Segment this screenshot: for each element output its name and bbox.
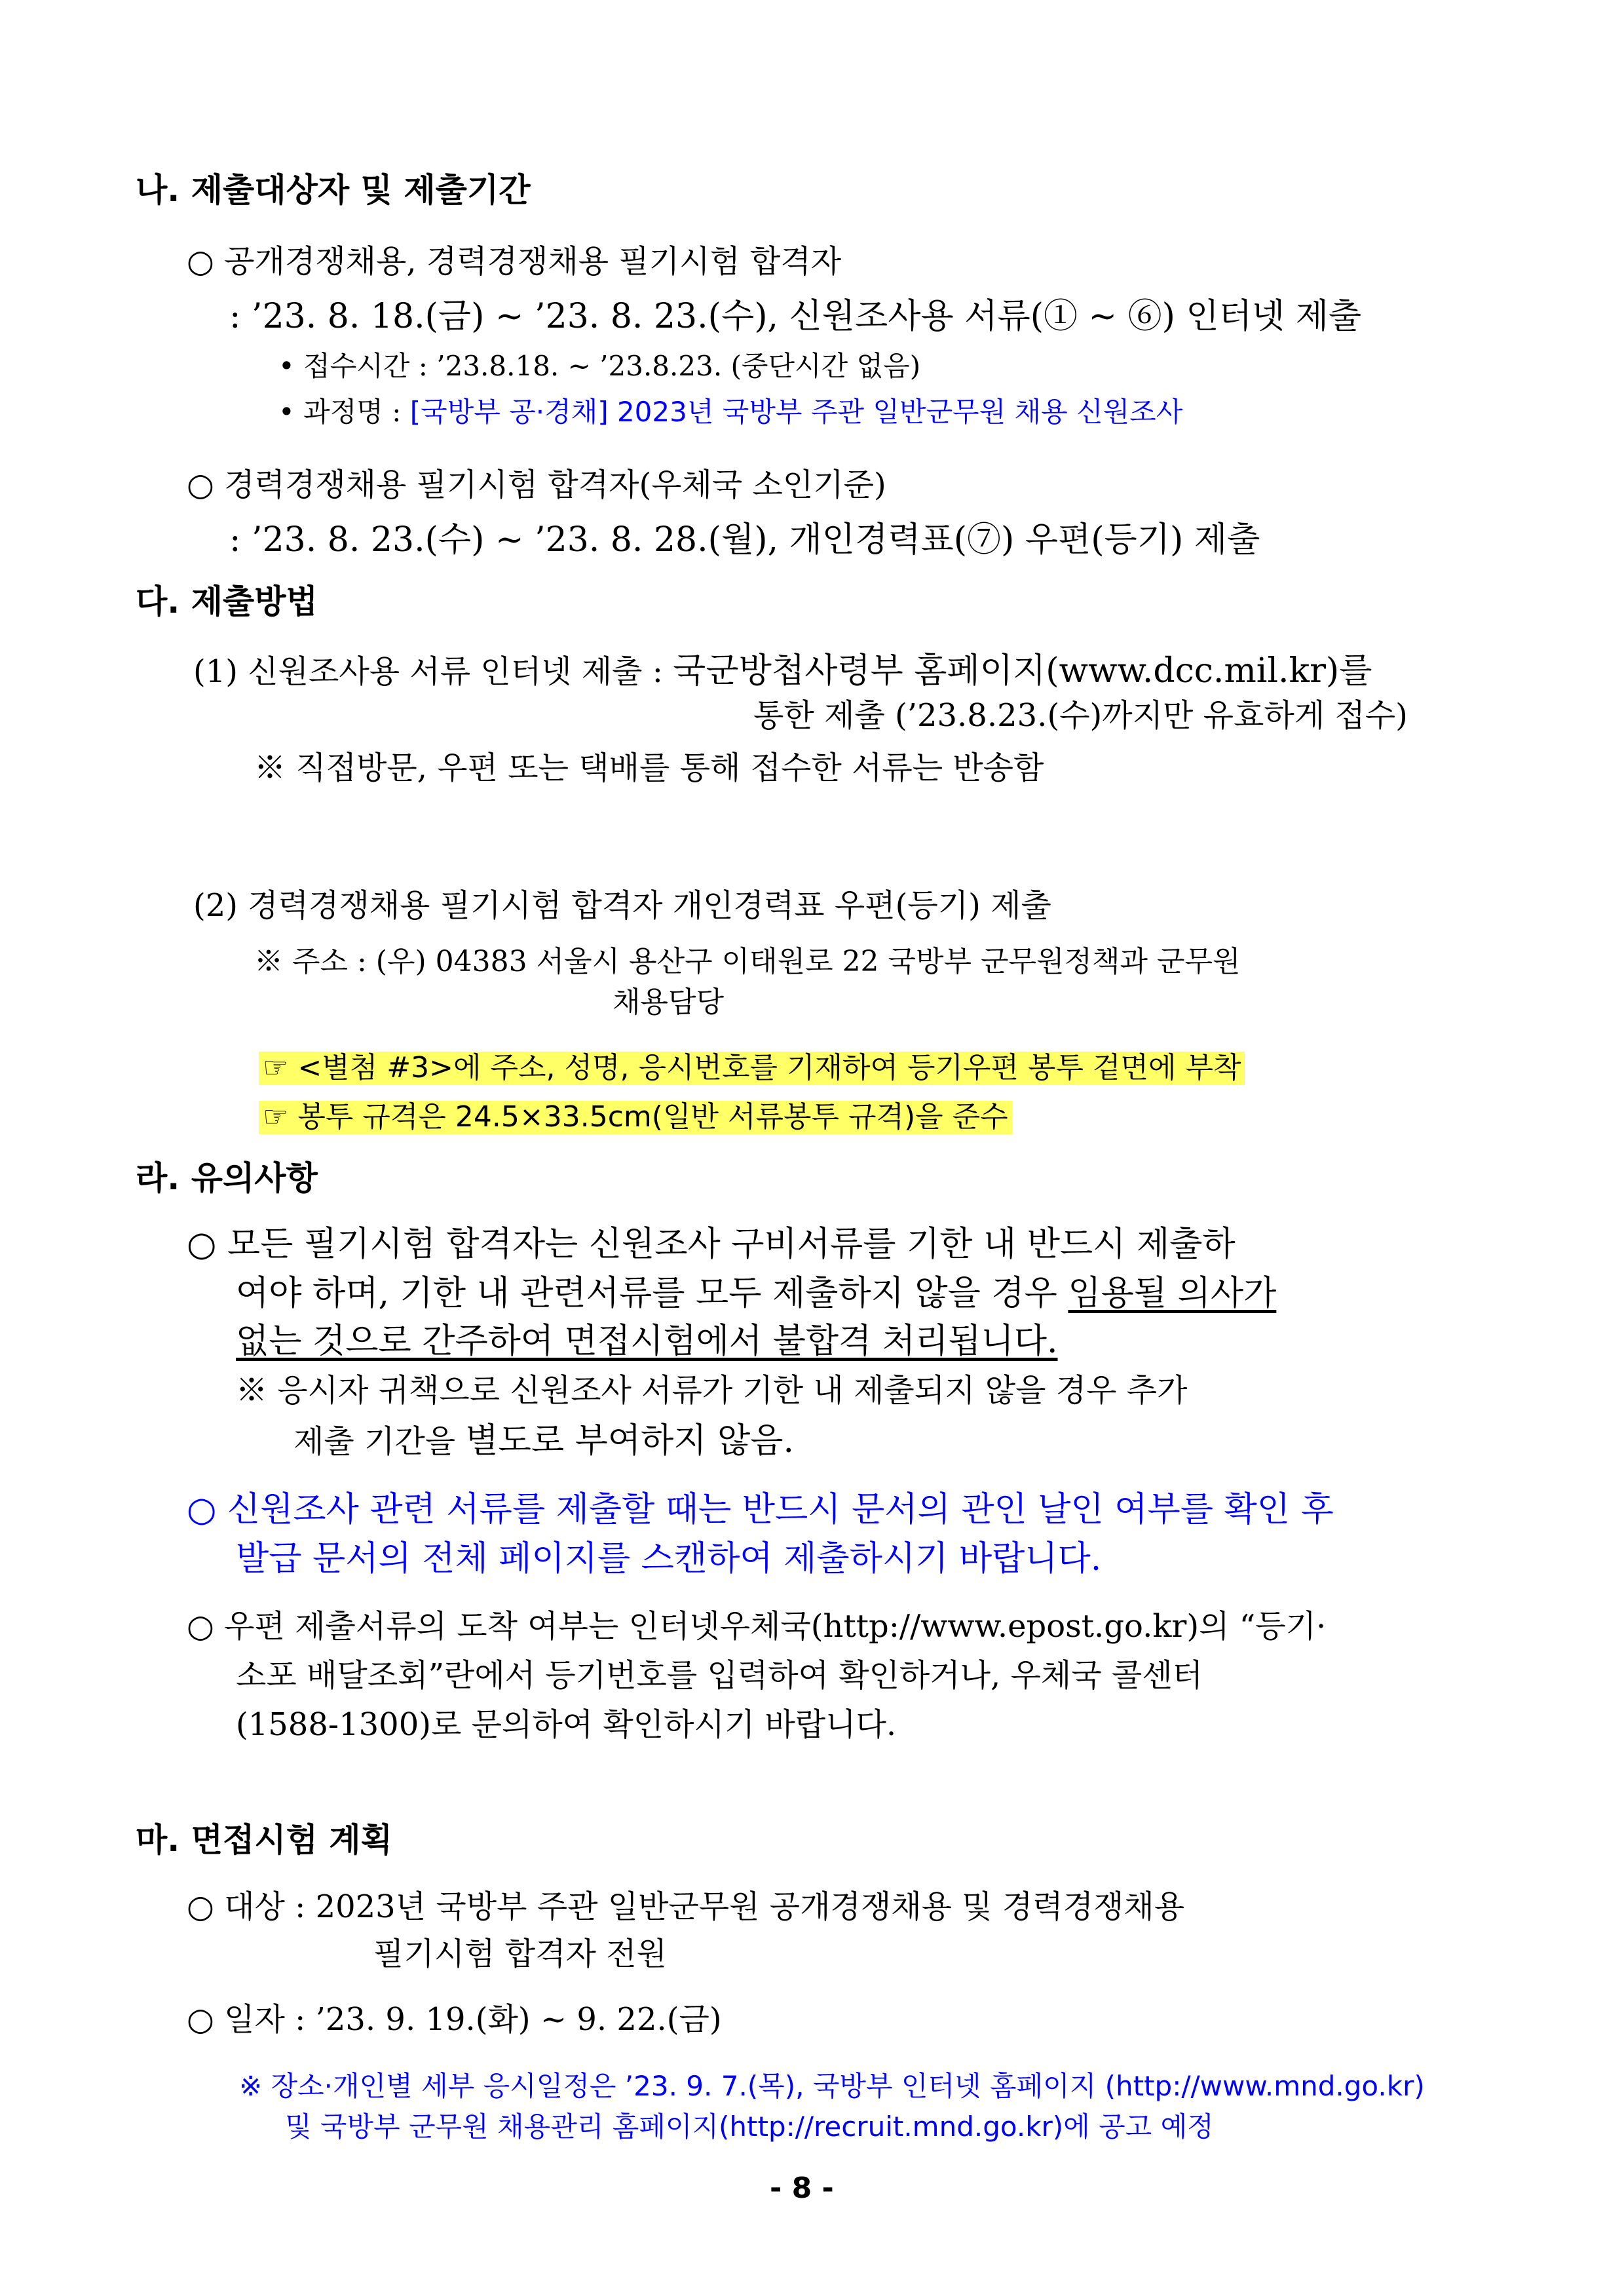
- da-method1-line2: 통한 제출 (’23.8.23.(수)까지만 유효하게 접수): [753, 697, 1408, 734]
- da-method1-site: 국군방첩사령부 홈페이지(www.dcc.mil.kr)를: [673, 651, 1372, 691]
- ra-p1-note2-emph: 별도로 부여하지 않음.: [465, 1421, 795, 1461]
- ra-p2-line2: 발급 문서의 전체 페이지를 스캔하여 제출하시기 바랍니다.: [236, 1539, 1102, 1578]
- na-course-label: • 과정명 :: [278, 396, 410, 428]
- ma-note-line2: 및 국방부 군무원 채용관리 홈페이지(http://recruit.mnd.go.kr)에 공고 예정: [285, 2111, 1214, 2143]
- na-item1: ○ 공개경쟁채용, 경력경쟁채용 필기시험 합격자: [187, 243, 842, 280]
- da-method1-note: ※ 직접방문, 우편 또는 택배를 통해 접수한 서류는 반송함: [254, 750, 1044, 786]
- ra-p1-note1: ※ 응시자 귀책으로 신원조사 서류가 기한 내 제출되지 않을 경우 추가: [236, 1372, 1188, 1409]
- section-heading-na: 나. 제출대상자 및 제출기간: [136, 171, 531, 209]
- ma-note-line1: ※ 장소·개인별 세부 응시일정은 ’23. 9. 7.(목), 국방부 인터넷 홈페이지 (http://www.mnd.go.kr): [239, 2070, 1425, 2102]
- da-highlight-note2: ☞ 봉투 규격은 24.5×33.5cm(일반 서류봉투 규격)을 준수: [259, 1101, 1012, 1134]
- ra-p2-line1: ○ 신원조사 관련 서류를 제출할 때는 반드시 문서의 관인 날인 여부를 확인 후: [187, 1490, 1334, 1529]
- ma-target-line1: ○ 대상 : 2023년 국방부 주관 일반군무원 공개경쟁채용 및 경력경쟁채용: [187, 1888, 1185, 1925]
- ra-p3-line3: (1588-1300)로 문의하여 확인하시기 바랍니다.: [236, 1706, 897, 1743]
- ma-target-line2: 필기시험 합격자 전원: [373, 1936, 667, 1972]
- na-bullet-course: [278, 396, 1182, 428]
- section-heading-da: 다. 제출방법: [136, 583, 318, 621]
- section-heading-ra: 라. 유의사항: [136, 1159, 318, 1197]
- ra-p1-line3: 없는 것으로 간주하여 면접시험에서 불합격 처리됩니다.: [236, 1322, 1058, 1361]
- da-method1-label: (1) 신원조사용 서류 인터넷 제출 :: [193, 653, 673, 690]
- da-highlight-note1: ☞ <별첨 #3>에 주소, 성명, 응시번호를 기재하여 등기우편 봉투 겉면에 부착: [259, 1052, 1245, 1085]
- da-address-line1: ※ 주소 : (우) 04383 서울시 용산구 이태원로 22 국방부 군무원정책과 군무원: [254, 945, 1241, 978]
- ra-p1-line2: [236, 1274, 1276, 1314]
- na-bullet-reception-time: • 접수시간 : ’23.8.18. ~ ’23.8.23. (중단시간 없음): [278, 350, 921, 382]
- ra-p1-note2-text: 제출 기간을: [293, 1423, 466, 1460]
- ra-p3-line2: 소포 배달조회”란에서 등기번호를 입력하여 확인하거나, 우체국 콜센터: [236, 1657, 1203, 1694]
- ra-p1-line2-text: 여야 하며, 기한 내 관련서류를 모두 제출하지 않을 경우: [236, 1274, 1068, 1313]
- ra-p3-line1: ○ 우편 제출서류의 도착 여부는 인터넷우체국(http://www.epost.go.kr)의 “등기·: [187, 1608, 1327, 1645]
- na-item1-period: : ’23. 8. 18.(금) ~ ’23. 8. 23.(수), 신원조사용 서류(① ~ ⑥) 인터넷 제출: [229, 297, 1362, 336]
- na-course-name: [국방부 공·경채] 2023년 국방부 주관 일반군무원 채용 신원조사: [409, 396, 1183, 428]
- da-method1-line1: [193, 652, 1372, 691]
- ma-date: ○ 일자 : ’23. 9. 19.(화) ~ 9. 22.(금): [187, 2001, 722, 2038]
- na-item2-period: : ’23. 8. 23.(수) ~ ’23. 8. 28.(월), 개인경력표(⑦) 우편(등기) 제출: [229, 520, 1260, 560]
- da-method2-line1: (2) 경력경쟁채용 필기시험 합격자 개인경력표 우편(등기) 제출: [193, 887, 1051, 924]
- da-address-line2: 채용담당: [613, 985, 725, 1019]
- ra-p1-line1: ○ 모든 필기시험 합격자는 신원조사 구비서류를 기한 내 반드시 제출하: [187, 1225, 1236, 1264]
- ra-p1-underlined-text: 임용될 의사가: [1068, 1274, 1277, 1313]
- section-heading-ma: 마. 면접시험 계획: [136, 1821, 392, 1859]
- na-item2: ○ 경력경쟁채용 필기시험 합격자(우체국 소인기준): [187, 467, 886, 503]
- page-number: - 8 -: [770, 2172, 834, 2205]
- ra-p1-note2: [293, 1422, 794, 1461]
